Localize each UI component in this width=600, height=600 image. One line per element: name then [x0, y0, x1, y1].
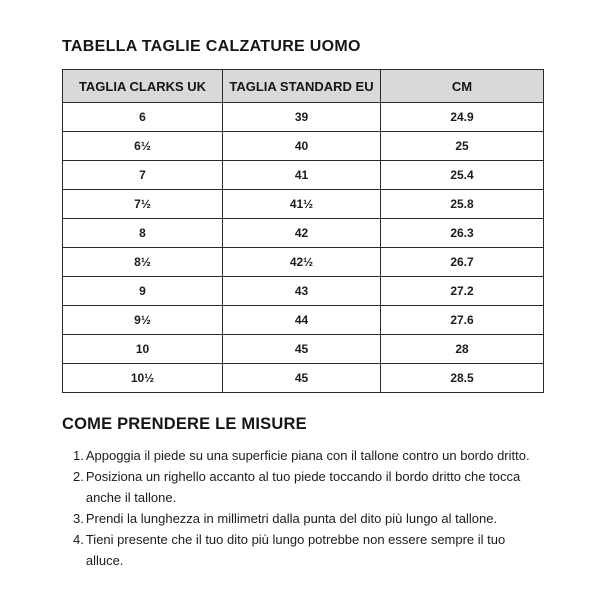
- step-number: 4.: [73, 532, 84, 547]
- step-text: Appoggia il piede su una superficie piana con il tallone contro un bordo dritto.: [85, 448, 530, 463]
- size-cell: 10: [63, 335, 223, 364]
- measure-steps: [62, 445, 543, 571]
- step-number: 1.: [73, 448, 84, 463]
- size-cell: 8: [63, 219, 223, 248]
- size-cell: 26.3: [381, 219, 544, 248]
- step-text: Posiziona un righello accanto al tuo piede toccando il bordo dritto che tocca anche il tallone.: [85, 469, 521, 505]
- measure-step: [73, 529, 543, 571]
- step-number: 3.: [73, 511, 84, 526]
- column-header: CM: [381, 70, 544, 103]
- table-row: [63, 364, 544, 393]
- measure-heading: COME PRENDERE LE MISURE: [62, 415, 307, 433]
- size-cell: 25.8: [381, 190, 544, 219]
- size-cell: 6½: [63, 132, 223, 161]
- step-text: Prendi la lunghezza in millimetri dalla punta del dito più lungo al tallone.: [85, 511, 498, 526]
- size-cell: 10½: [63, 364, 223, 393]
- size-cell: 6: [63, 103, 223, 132]
- size-cell: 8½: [63, 248, 223, 277]
- size-cell: 25.4: [381, 161, 544, 190]
- table-row: [63, 132, 544, 161]
- size-cell: 7: [63, 161, 223, 190]
- size-cell: 44: [223, 306, 381, 335]
- measure-step: [73, 445, 543, 466]
- size-cell: 45: [223, 364, 381, 393]
- size-cell: 27.6: [381, 306, 544, 335]
- measure-step: [73, 508, 543, 529]
- size-table-head: [63, 70, 544, 103]
- size-cell: 28.5: [381, 364, 544, 393]
- size-cell: 41½: [223, 190, 381, 219]
- table-row: [63, 103, 544, 132]
- size-cell: 45: [223, 335, 381, 364]
- size-cell: 42: [223, 219, 381, 248]
- table-row: [63, 277, 544, 306]
- size-cell: 28: [381, 335, 544, 364]
- step-text: Tieni presente che il tuo dito più lungo potrebbe non essere sempre il tuo alluce.: [85, 532, 506, 568]
- size-cell: 9: [63, 277, 223, 306]
- size-cell: 26.7: [381, 248, 544, 277]
- table-row: [63, 190, 544, 219]
- size-table: [62, 69, 544, 393]
- size-cell: 24.9: [381, 103, 544, 132]
- size-cell: 40: [223, 132, 381, 161]
- table-row: [63, 248, 544, 277]
- table-row: [63, 306, 544, 335]
- measure-step: [73, 466, 543, 508]
- size-table-body: [63, 103, 544, 393]
- size-cell: 7½: [63, 190, 223, 219]
- size-cell: 9½: [63, 306, 223, 335]
- page-title: TABELLA TAGLIE CALZATURE UOMO: [62, 38, 361, 55]
- column-header: TAGLIA STANDARD EU: [223, 70, 381, 103]
- size-cell: 39: [223, 103, 381, 132]
- size-cell: 27.2: [381, 277, 544, 306]
- size-cell: 42½: [223, 248, 381, 277]
- size-cell: 41: [223, 161, 381, 190]
- table-row: [63, 161, 544, 190]
- size-cell: 25: [381, 132, 544, 161]
- header-row: [63, 70, 544, 103]
- table-row: [63, 219, 544, 248]
- step-number: 2.: [73, 469, 84, 484]
- column-header: TAGLIA CLARKS UK: [63, 70, 223, 103]
- size-cell: 43: [223, 277, 381, 306]
- table-row: [63, 335, 544, 364]
